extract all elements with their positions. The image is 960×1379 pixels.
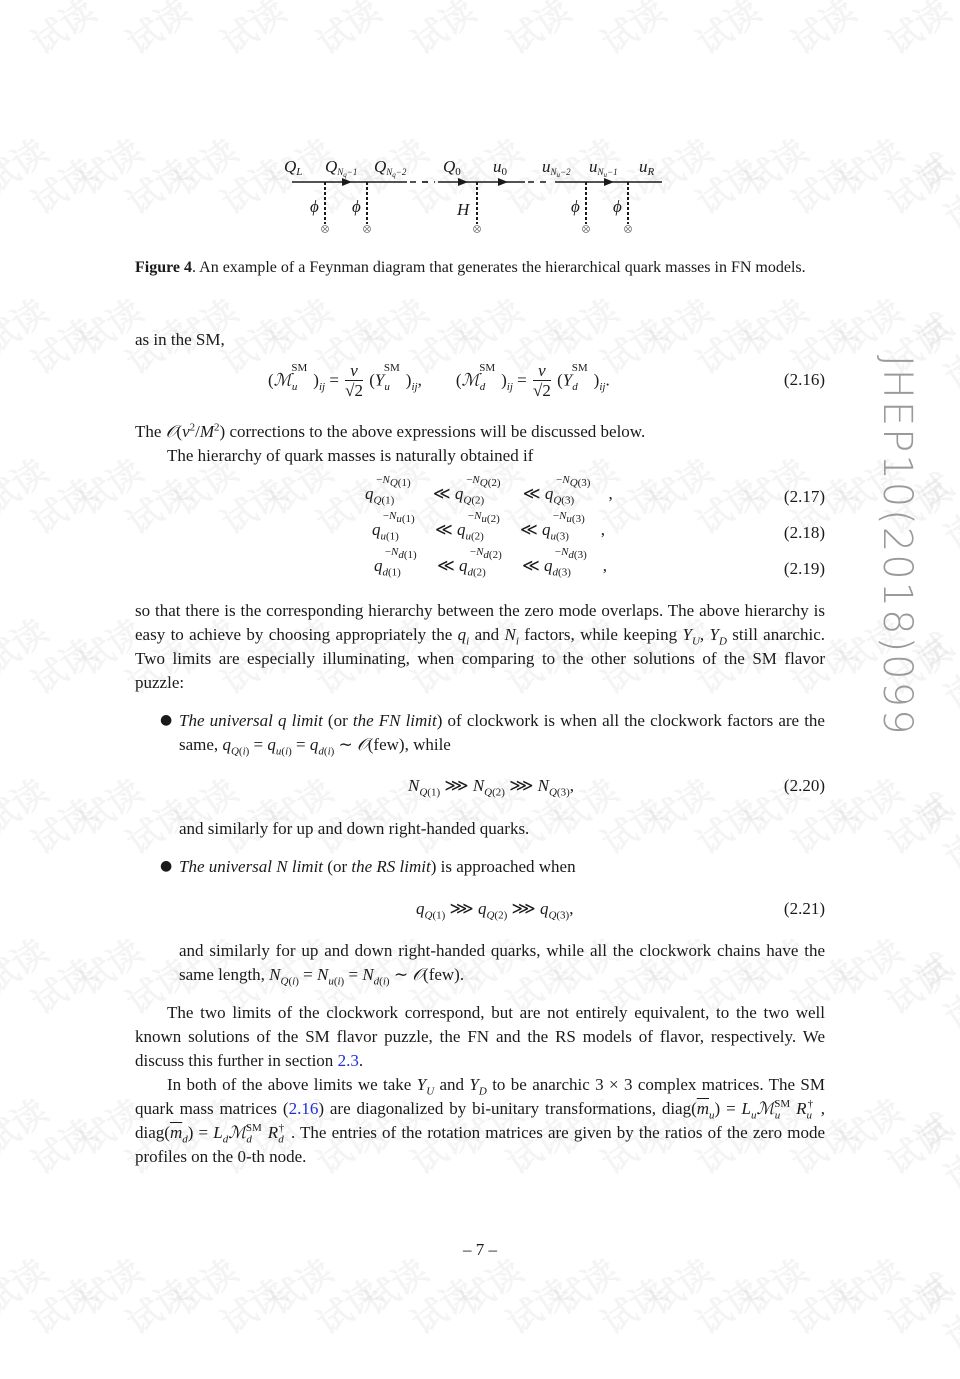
watermark-text	[637, 285, 721, 364]
watermark-text	[905, 1099, 960, 1199]
watermark-text	[115, 145, 199, 224]
watermark-text	[732, 125, 816, 204]
watermark-text	[875, 1105, 959, 1184]
watermark-text	[0, 285, 56, 364]
watermark-text	[827, 285, 911, 364]
p6-e: . The entries of the rotation matrices are given by the ratios of the zero mode profiles on the 0-th node.	[135, 1123, 825, 1166]
watermark-text	[67, 925, 151, 1004]
watermark-text	[447, 285, 531, 364]
watermark-text	[67, 285, 151, 364]
equation-2-21: $q_{Q(1)}$ ⋙ $q_{Q(2)}$ ⋙ $q_{Q(3)}$,	[416, 899, 574, 922]
svg-text:ϕ: ϕ	[310, 197, 319, 216]
svg-text:QL: QL	[284, 157, 303, 178]
watermark-text	[685, 145, 769, 224]
watermark-text	[827, 125, 911, 204]
bullet1-tail: , while	[404, 735, 451, 754]
bullet-universal-q: The universal q limit (or the FN limit) of clockwork is when all the clockwork factors are the same, $q_{Q(i)} = q_{u(i)} = q_{d(i)}$ ∼ 𝒪(few), while	[179, 711, 825, 758]
journal-reference: JHEP10(2018)099	[874, 355, 920, 737]
svg-text:uNu−1: uNu−1	[589, 157, 618, 179]
watermark-text	[162, 125, 246, 204]
equation-number-2-16: (2.16)	[783, 370, 825, 389]
watermark-text	[875, 785, 959, 864]
watermark-text	[780, 145, 864, 224]
equation-2-18: $q_{u(1)}^{-N_{u(1)}}$ ≪ $q_{u(2)}^{-N_{u(2)}}$ ≪ $q_{u(3)}^{-N_{u(3)}}$,	[372, 510, 605, 543]
caption-text: . An example of a Feynman diagram that generates the hierarchical quark masses in FN models.	[192, 259, 806, 276]
watermark-text	[953, 479, 960, 579]
paragraph-zero-mode: so that there is the corresponding hierarchy between the zero mode overlaps. The above hierarchy is easy to achieve by choosing appropriately the $q_i$ and $N_i$ factors, while keeping $Y_U$, $Y_D$ still anarchic. Two limits are especially illuminating, when comparing to the other solutions of the SM flavor puzzle:	[135, 601, 825, 692]
paragraph-two-limits	[135, 1001, 825, 1073]
bullet2-after-text: and similarly for up and down right-handed quarks, while all the clockwork chains have the same length,	[179, 941, 825, 984]
watermark-text	[115, 465, 199, 544]
watermark-text	[542, 285, 626, 364]
watermark-text	[953, 159, 960, 259]
svg-text:Q0: Q0	[443, 157, 461, 178]
watermark-text	[0, 1085, 56, 1164]
paragraph-hierarchy: The hierarchy of quark masses is naturally obtained if	[167, 446, 534, 465]
watermark-text	[875, 945, 959, 1024]
feynman-diagram	[280, 150, 680, 240]
corrections-text: corrections to the above expressions will be discussed below.	[225, 422, 646, 441]
watermark-text	[20, 785, 104, 864]
watermark-text	[780, 0, 864, 64]
equation-2-20: $N_{Q(1)}$ ⋙ $N_{Q(2)}$ ⋙ $N_{Q(3)}$,	[408, 776, 574, 799]
p4-a: so that there is the corresponding hierarchy between the zero mode overlaps. The above hierarchy is easy to achieve by choosing appropriately the	[135, 601, 825, 644]
watermark-text	[495, 1265, 579, 1344]
bullet2-rest: ) is approached when	[430, 857, 576, 876]
p5-text: The two limits of the clockwork correspond, but are not entirely equivalent, to the two well known solutions of the SM flavor puzzle, the FN and the RS models of flavor, respectively. We discuss this further in section	[135, 1003, 825, 1070]
watermark-text	[732, 285, 816, 364]
watermark-text	[67, 125, 151, 204]
bullet2-after: and similarly for up and down right-handed quarks, while all the clockwork chains have the same length, $N_{Q(i)} = N_{u(i)} = N_{d(i)}$ ∼ 𝒪(few).	[179, 941, 825, 988]
watermark-text	[400, 1265, 484, 1344]
watermark-text	[0, 445, 56, 524]
svg-text:QNq−2: QNq−2	[374, 157, 407, 179]
watermark-text	[0, 605, 56, 684]
watermark-text	[953, 1119, 960, 1219]
svg-text:uNu−2: uNu−2	[542, 157, 571, 179]
watermark-text	[20, 145, 104, 224]
equation-number-2-19: (2.19)	[783, 559, 825, 578]
bullet1-paren: (or	[322, 711, 353, 730]
watermark-text	[953, 959, 960, 1059]
watermark-text	[115, 0, 199, 64]
watermark-text	[210, 0, 294, 64]
watermark-text	[685, 465, 769, 544]
watermark-text	[953, 0, 960, 99]
paragraph-corrections: The $𝒪(v^2/M^2)$ corrections to the above expressions will be discussed below.	[135, 421, 646, 441]
p5-end: .	[358, 1051, 364, 1070]
bullet2-tail: .	[459, 965, 465, 984]
watermark-text	[953, 1279, 960, 1379]
paragraph-anarchic: In both of the above limits we take $Y_U$ and $Y_D$ to be anarchic 3 × 3 complex matrices. The SM quark mass matrices (2.16) are diagonalized by bi-unitary transformations, $diag(\overline{m}_u)$ = $L_uℳ_u℠$ $R_u^\dagger$ , $diag(\overline{m}_d)$ = $L_dℳ_d℠$ $R_d^\dagger$ . The entries of the rotation matrices are given by the ratios of the zero mode profiles on the 0-th node.	[135, 1075, 825, 1166]
watermark-text	[590, 0, 674, 64]
bullet-icon: ●	[160, 858, 173, 874]
paragraph-as-in-sm: as in the SM,	[135, 330, 225, 349]
watermark-text	[905, 139, 960, 239]
watermark-text	[875, 145, 959, 224]
watermark-text	[905, 939, 960, 1039]
watermark-text	[953, 319, 960, 419]
equation-number-2-18: (2.18)	[783, 523, 825, 542]
watermark-text	[827, 1085, 911, 1164]
watermark-text	[20, 305, 104, 384]
watermark-text	[257, 285, 341, 364]
bullet2-paren: (or	[323, 857, 352, 876]
watermark-text	[905, 1259, 960, 1359]
watermark-text	[115, 1265, 199, 1344]
section-link-2-3[interactable]: 2.3	[337, 1051, 359, 1070]
watermark-text	[20, 945, 104, 1024]
watermark-text	[0, 765, 56, 844]
watermark-text	[953, 639, 960, 739]
watermark-text	[352, 285, 436, 364]
watermark-text	[780, 1265, 864, 1344]
watermark-text	[210, 465, 294, 544]
equation-2-17: $q_{Q(1)}^{-N_{Q(1)}}$ ≪ $q_{Q(2)}^{-N_{Q(2)}}$ ≪ $q_{Q(3)}^{-N_{Q(3)}}$,	[365, 474, 613, 507]
svg-text:u0: u0	[493, 157, 507, 178]
svg-text:ϕ: ϕ	[613, 197, 622, 216]
equation-number-2-21: (2.21)	[783, 899, 825, 918]
watermark-text	[305, 1265, 389, 1344]
bullet2-title: The universal N limit	[179, 857, 324, 876]
watermark-text	[67, 765, 151, 844]
watermark-text	[210, 1265, 294, 1344]
bullet1-rest: ) of clockwork is when all the clockwork factors are the same,	[179, 711, 825, 754]
watermark-text	[875, 0, 959, 64]
p6-d: ) are diagonalized by bi-unitary transformations,	[318, 1099, 662, 1118]
watermark-text	[0, 125, 56, 204]
svg-text:QNq−1: QNq−1	[325, 157, 358, 179]
watermark-text	[305, 0, 389, 64]
p4-c: factors, while keeping	[518, 625, 683, 644]
p6-a: In both of the above limits we take	[167, 1075, 417, 1094]
figure-label: Figure 4	[135, 259, 193, 276]
watermark-text	[20, 465, 104, 544]
p6-c: to be anarchic 3 × 3 complex matrices. The SM quark mass matrices (	[135, 1075, 825, 1118]
bullet2-alt: the RS limit	[351, 857, 431, 876]
bullet-universal-n	[179, 855, 825, 879]
equation-2-16: $(ℳ_u℠)_{ij}$ = $\frac{v}{√2}$ $(Y_u℠)_{ij}$, $(ℳ_d℠)_{ij}$ = $\frac{v}{√2}$ $(Y_d℠)_{ij}$.	[268, 361, 610, 400]
svg-text:uR: uR	[639, 157, 655, 178]
bullet1-after: and similarly for up and down right-handed quarks.	[179, 819, 530, 838]
watermark-text	[953, 799, 960, 899]
watermark-text	[590, 1265, 674, 1344]
equation-number-2-20: (2.20)	[783, 776, 825, 795]
watermark-text	[20, 625, 104, 704]
watermark-text	[0, 925, 56, 1004]
p4-d: still anarchic. Two limits are especially illuminating, when comparing to the other solutions of the SM flavor puzzle:	[135, 625, 825, 692]
watermark-text	[20, 0, 104, 64]
equation-2-19: $q_{d(1)}^{-N_{d(1)}}$ ≪ $q_{d(2)}^{-N_{d(2)}}$ ≪ $q_{d(3)}^{-N_{d(3)}}$,	[374, 546, 607, 579]
watermark-text	[827, 925, 911, 1004]
p4-b: and	[469, 625, 505, 644]
bullet1-alt: the FN limit	[352, 711, 437, 730]
watermark-text	[875, 1265, 959, 1344]
watermark-text	[400, 0, 484, 64]
equation-link-2-16[interactable]: 2.16	[288, 1099, 319, 1118]
equation-number-2-17: (2.17)	[783, 487, 825, 506]
watermark-text	[685, 0, 769, 64]
svg-text:ϕ: ϕ	[571, 197, 580, 216]
svg-text:H: H	[457, 200, 470, 219]
watermark-text	[20, 1265, 104, 1344]
p6-b: and	[434, 1075, 470, 1094]
watermark-text	[685, 1265, 769, 1344]
figure-caption	[135, 257, 825, 279]
svg-text:ϕ: ϕ	[352, 197, 361, 216]
bullet1-title: The universal q limit	[179, 711, 323, 730]
page-number: – 7 –	[463, 1240, 497, 1259]
bullet-icon: ●	[160, 712, 173, 728]
watermark-text	[162, 285, 246, 364]
watermark-text	[495, 0, 579, 64]
watermark-text	[20, 1105, 104, 1184]
